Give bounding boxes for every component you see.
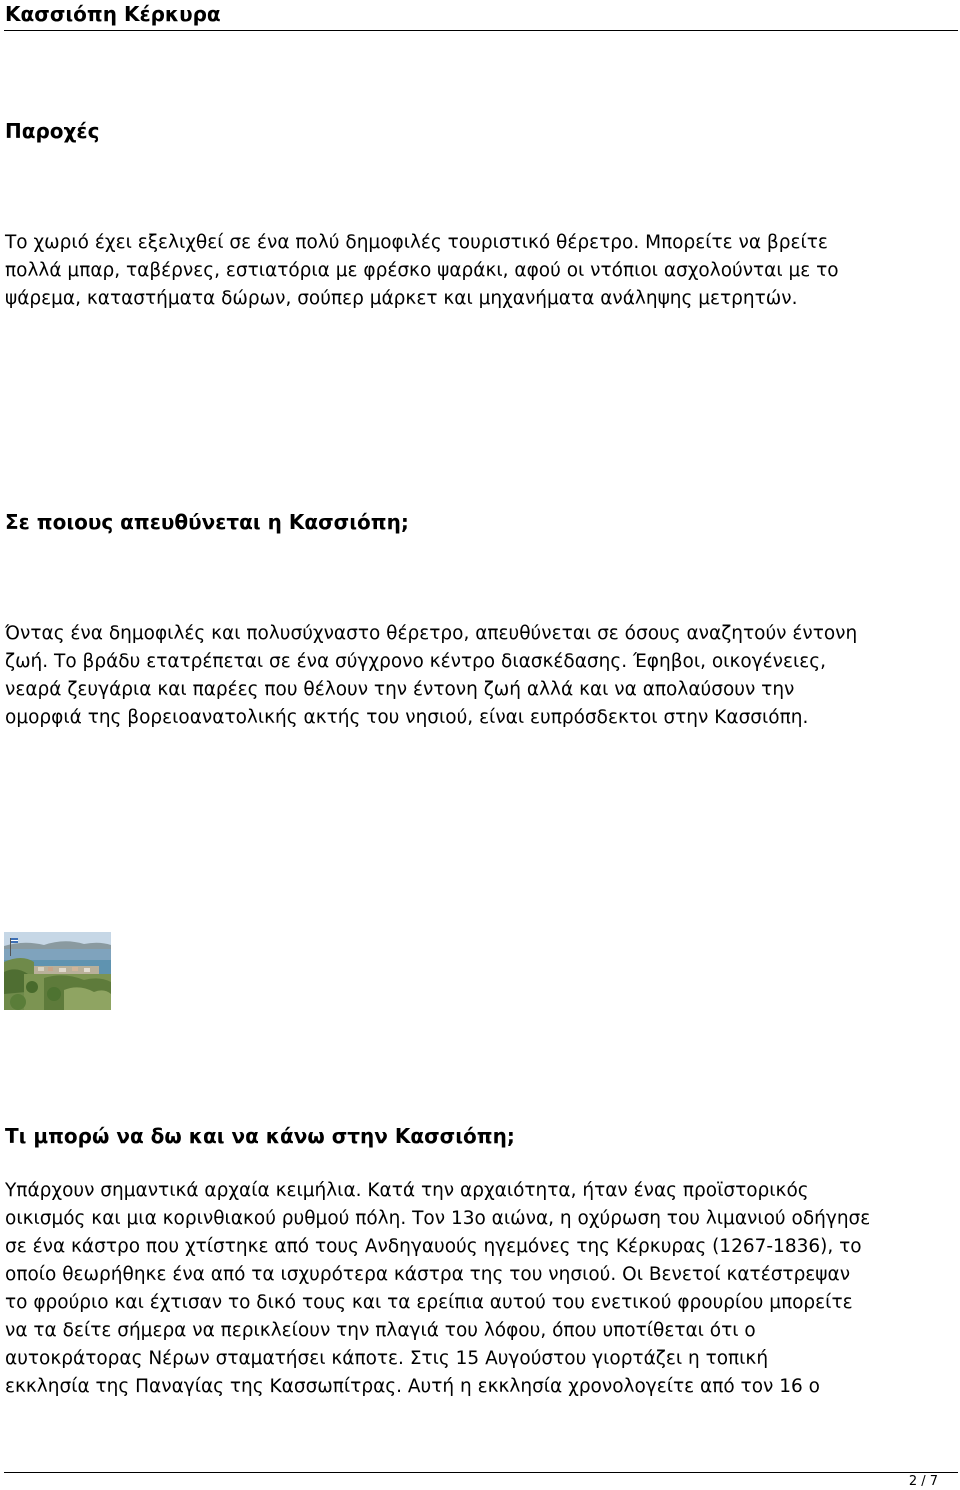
paragraph-line: πολλά μπαρ, ταβέρνες, εστιατόρια με φρέσκο ψαράκι, αφού οι ντόπιοι ασχολούνται με το [5,260,839,281]
section-heading-audience: Σε ποιους απευθύνεται η Κασσιόπη; [5,510,409,534]
section-paragraph-amenities [5,229,839,313]
paragraph-line: ζωή. Το βράδυ ετατρέπεται σε ένα σύγχρονο κέντρο διασκέδασης. Έφηβοι, οικογένειες, [5,651,826,672]
paragraph-line: το φρούριο και έχτισαν το δικό τους και τα ερείπια αυτού του ενετικού φρουρίου μπορείτε [5,1292,853,1313]
paragraph-line: ψάρεμα, καταστήματα δώρων, σούπερ μάρκετ και μηχανήματα ανάληψης μετρητών. [5,288,798,309]
document-title: Κασσιόπη Κέρκυρα [5,2,221,26]
paragraph-line: σε ένα κάστρο που χτίστηκε από τους Ανδηγαυούς ηγεμόνες της Κέρκυρας (1267-1836), το [5,1236,862,1257]
paragraph-line: εκκλησία της Παναγίας της Κασσωπίτρας. Αυτή η εκκλησία χρονολογείτε από τον 16 ο [5,1376,820,1397]
paragraph-line: οικισμός και μια κορινθιακού ρυθμού πόλη. Τον 13ο αιώνα, η οχύρωση του λιμανιού οδήγησε [5,1208,871,1229]
paragraph-line: οποίο θεωρήθηκε ένα από τα ισχυρότερα κάστρα της του νησιού. Οι Βενετοί κατέστρεψαν [5,1264,851,1285]
paragraph-line: αυτοκράτορας Νέρων σταματήσει κάποτε. Στις 15 Αυγούστου γιορτάζει η τοπική [5,1348,769,1369]
paragraph-line: Υπάρχουν σημαντικά αρχαία κειμήλια. Κατά την αρχαιότητα, ήταν ένας προϊστορικός [5,1180,809,1201]
section-heading-amenities: Παροχές [5,119,100,143]
section-paragraph-sights [5,1177,870,1401]
paragraph-line: Το χωριό έχει εξελιχθεί σε ένα πολύ δημοφιλές τουριστικό θέρετρο. Μπορείτε να βρείτε [5,232,828,253]
kassiopi-harbor-photo [4,932,111,1010]
section-paragraph-audience [5,620,857,732]
paragraph-line: νεαρά ζευγάρια και παρέες που θέλουν την έντονη ζωή αλλά και να απολαύσουν την [5,679,795,700]
footer-divider [4,1472,958,1473]
section-heading-sights: Τι μπορώ να δω και να κάνω στην Κασσιόπη; [5,1124,515,1148]
header-divider [4,30,958,31]
paragraph-line: Όντας ένα δημοφιλές και πολυσύχναστο θέρετρο, απευθύνεται σε όσους αναζητούν έντονη [5,623,858,644]
paragraph-line: ομορφιά της βορειοανατολικής ακτής του νησιού, είναι ευπρόσδεκτοι στην Κασσιόπη. [5,707,809,728]
paragraph-line: να τα δείτε σήμερα να περικλείουν την πλαγιά του λόφου, όπου υποτίθεται ότι ο [5,1320,756,1341]
page-number: 2 / 7 [908,1474,938,1489]
